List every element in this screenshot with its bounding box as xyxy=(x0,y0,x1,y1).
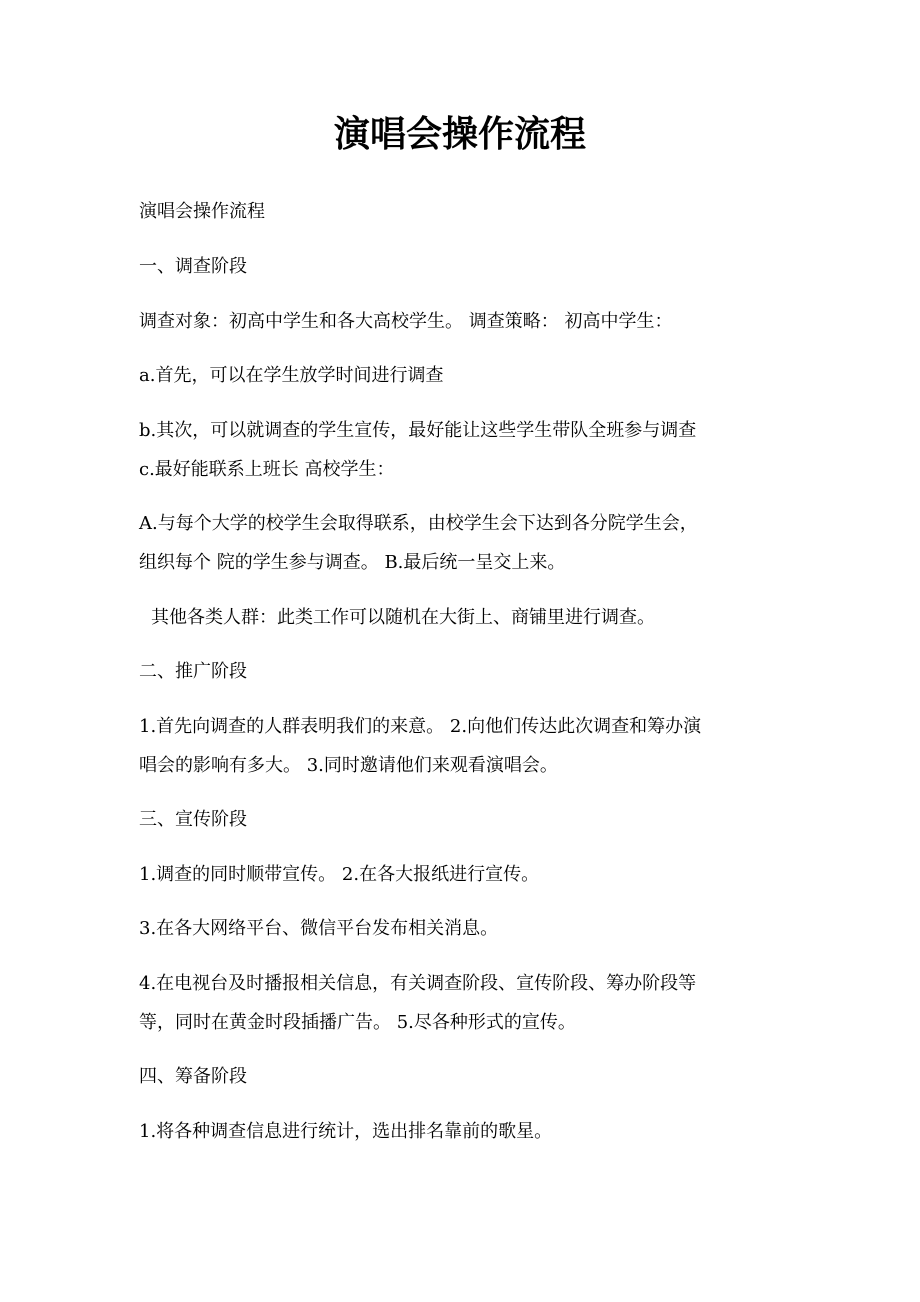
section-heading-preparation: 四、筹备阶段 xyxy=(139,1066,247,1087)
paragraph-line: 组织每个 院的学生参与调查。 B.最后统一呈交上来。 xyxy=(139,552,566,573)
paragraph-line: A.与每个大学的校学生会取得联系，由校学生会下达到各分院学生会， xyxy=(139,513,698,534)
section-heading-publicity: 三、宣传阶段 xyxy=(139,809,247,830)
doc-subtitle: 演唱会操作流程 xyxy=(139,201,265,222)
paragraph-line: 3.在各大网络平台、微信平台发布相关消息。 xyxy=(139,918,499,939)
paragraph-line: 调查对象：初高中学生和各大高校学生。 调查策略： 初高中学生： xyxy=(139,311,673,332)
paragraph-line: 其他各类人群：此类工作可以随机在大街上、商铺里进行调查。 xyxy=(151,607,655,628)
section-heading-promotion: 二、推广阶段 xyxy=(139,661,247,682)
paragraph-line: 1.调查的同时顺带宣传。 2.在各大报纸进行宣传。 xyxy=(139,864,540,885)
paragraph-line: 1.将各种调查信息进行统计，选出排名靠前的歌星。 xyxy=(139,1121,553,1142)
paragraph-line: 4.在电视台及时播报相关信息，有关调查阶段、宣传阶段、筹办阶段等 xyxy=(139,973,697,994)
paragraph-line: 唱会的影响有多大。 3.同时邀请他们来观看演唱会。 xyxy=(139,755,558,776)
paragraph-line: 等，同时在黄金时段插播广告。 5.尽各种形式的宣传。 xyxy=(139,1012,576,1033)
paragraph-line: b.其次，可以就调查的学生宣传，最好能让这些学生带队全班参与调查 xyxy=(139,420,697,441)
paragraph-line: a.首先，可以在学生放学时间进行调查 xyxy=(139,365,444,386)
paragraph-line: c.最好能联系上班长 高校学生： xyxy=(139,459,395,480)
document-title: 演唱会操作流程 xyxy=(333,114,586,155)
section-heading-survey: 一、调查阶段 xyxy=(139,256,247,277)
paragraph-line: 1.首先向调查的人群表明我们的来意。 2.向他们传达此次调查和筹办演 xyxy=(139,716,702,737)
